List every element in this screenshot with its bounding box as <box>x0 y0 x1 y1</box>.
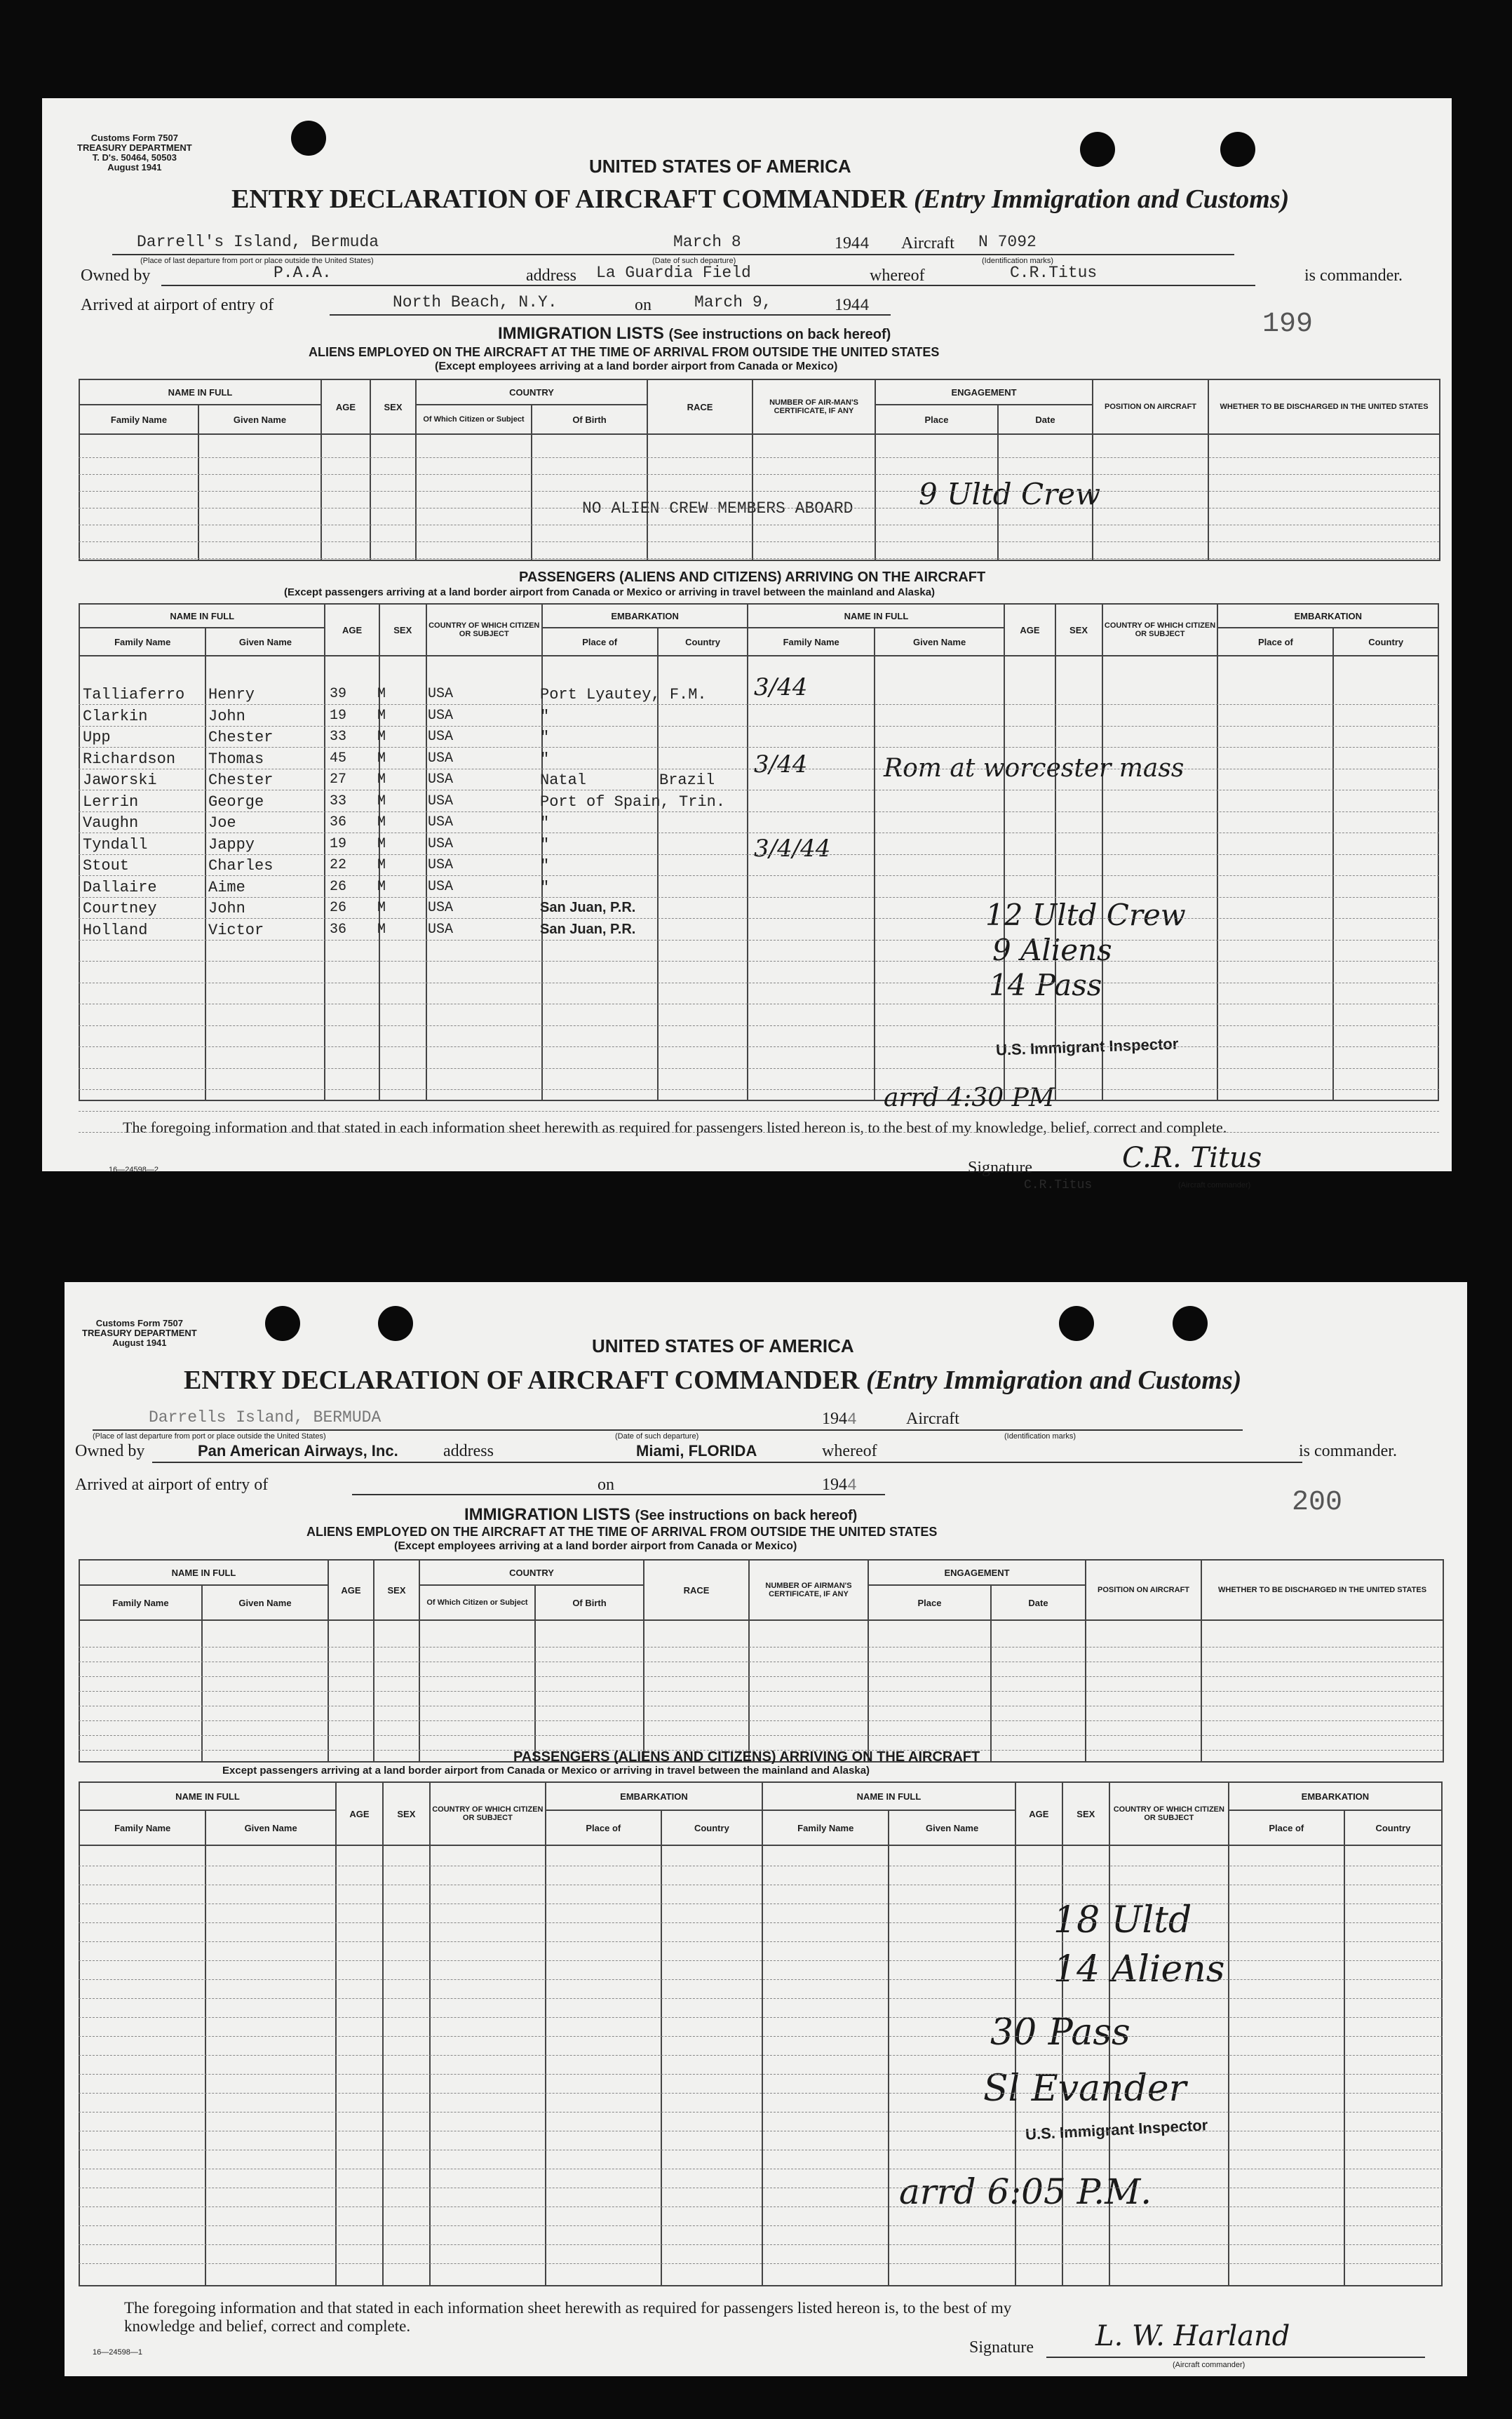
row-rule <box>79 854 1439 855</box>
row-rule <box>79 474 1439 475</box>
passenger-age: 36 <box>330 814 347 830</box>
row-rule <box>79 1089 1439 1090</box>
row-rule <box>79 1941 1443 1942</box>
caption-date: (Date of such departure) <box>615 1432 699 1441</box>
handwritten-arrival-time: arrd 4:30 PM <box>884 1084 1055 1112</box>
col-race: RACE <box>644 1560 749 1620</box>
signature-caption: (Aircraft commander) <box>1178 1181 1251 1190</box>
passenger-given: Aime <box>208 878 245 896</box>
passenger-country: USA <box>428 771 454 788</box>
col-name-full: NAME IN FULL <box>79 379 321 405</box>
col-given: Given Name <box>205 1810 336 1845</box>
row-rule <box>79 1068 1439 1069</box>
handwritten-pass-count: 14 Pass <box>989 968 1102 1002</box>
no-aliens-note: NO ALIEN CREW MEMBERS ABOARD <box>582 499 853 518</box>
row-rule <box>79 1960 1443 1961</box>
col-age: AGE <box>325 604 379 656</box>
row-rule <box>79 1750 1443 1751</box>
col-citizen-country: COUNTRY OF WHICH CITIZEN OR SUBJECT <box>426 604 542 656</box>
passenger-sex: M <box>377 814 386 830</box>
col-sex: SEX <box>383 1782 430 1845</box>
col-embarkation-2: EMBARKATION <box>1217 604 1438 628</box>
punch-hole <box>378 1306 413 1341</box>
whereof-label: whereof <box>870 267 925 285</box>
passenger-place: Port of Spain, Trin. <box>540 793 726 811</box>
row-rule <box>79 918 1439 919</box>
col-country: COUNTRY <box>416 379 647 405</box>
typed-signature: C.R.Titus <box>1024 1178 1093 1192</box>
form-code: 16—24598—2 <box>109 1166 158 1174</box>
col-name-full: NAME IN FULL <box>79 1560 328 1585</box>
col-family: Family Name <box>79 405 198 434</box>
sheet-number: 199 <box>1262 309 1314 340</box>
aircraft-id: N 7092 <box>978 233 1037 251</box>
passenger-country: USA <box>428 750 454 767</box>
col-cert: NUMBER OF AIR-MAN'S CERTIFICATE, IF ANY <box>752 379 875 434</box>
passenger-country: USA <box>428 814 454 830</box>
aliens-heading: ALIENS EMPLOYED ON THE AIRCRAFT AT THE TIME OF ARRIVAL FROM OUTSIDE THE UNITED STATES <box>309 345 940 359</box>
arrived-label: Arrived at airport of entry of <box>75 1476 269 1494</box>
passenger-table <box>79 1781 1443 2286</box>
sheet-number: 200 <box>1292 1487 1343 1518</box>
declaration-sheet-200 <box>65 1282 1467 2376</box>
passenger-place: Port Lyautey, F.M. <box>540 686 707 703</box>
passenger-age: 19 <box>330 707 347 724</box>
owned-label: Owned by <box>75 1442 145 1460</box>
row-rule <box>79 457 1439 458</box>
caption-ident: (Identification marks) <box>982 257 1054 265</box>
col-given-2: Given Name <box>875 628 1005 656</box>
certification-text: The foregoing information and that stated in each information sheet herewith as required for passengers listed hereon is, to the best of my knowledge, belief, correct and complete. <box>123 1119 1227 1136</box>
on-label: on <box>598 1476 614 1494</box>
passenger-sex: M <box>377 793 386 809</box>
arrived-label: Arrived at airport of entry of <box>81 296 274 314</box>
passenger-family: Courtney <box>83 900 157 917</box>
passenger-sex: M <box>377 750 386 767</box>
row-rule <box>79 2055 1443 2056</box>
col-sex-2: SEX <box>1062 1782 1109 1845</box>
handwritten-alien-count: 9 Aliens <box>992 933 1112 967</box>
is-commander-label: is commander. <box>1299 1442 1397 1460</box>
col-sex: SEX <box>374 1560 419 1620</box>
col-family: Family Name <box>79 1585 202 1620</box>
col-given: Given Name <box>202 1585 328 1620</box>
certification-text-2: knowledge and belief, correct and complete. <box>124 2317 411 2335</box>
inspector-signature: Sl Evander <box>983 2068 1187 2110</box>
passenger-place: San Juan, P.R. <box>540 921 636 937</box>
punch-hole <box>265 1306 300 1341</box>
handwritten-remark: Rom at worcester mass <box>884 754 1184 783</box>
arrived-date: March 9, <box>694 293 772 311</box>
passenger-country: USA <box>428 686 454 702</box>
col-place-2: Place of <box>1229 1810 1344 1845</box>
col-given-2: Given Name <box>889 1810 1015 1845</box>
handwritten-date: 3/44 <box>754 673 808 701</box>
passenger-family: Richardson <box>83 750 176 768</box>
col-given: Given Name <box>198 405 321 434</box>
punch-hole <box>1220 132 1255 167</box>
certification-text: The foregoing information and that stated in each information sheet herewith as required for passengers listed hereon is, to the best of my <box>124 2299 1012 2317</box>
passenger-sex: M <box>377 921 386 938</box>
passenger-age: 45 <box>330 750 347 767</box>
handwritten-crew-count: 18 Ultd <box>1053 1899 1192 1941</box>
row-rule <box>79 558 1439 559</box>
passenger-family: Jaworski <box>83 771 157 789</box>
col-citizen: Of Which Citizen or Subject <box>416 405 532 434</box>
handwritten-date: 3/44 <box>754 750 808 779</box>
passenger-sex: M <box>377 707 386 724</box>
col-family-2: Family Name <box>748 628 874 656</box>
passenger-age: 26 <box>330 878 347 895</box>
passenger-age: 19 <box>330 835 347 852</box>
row-rule <box>79 2112 1443 2113</box>
passenger-country: USA <box>428 793 454 809</box>
passenger-sex: M <box>377 857 386 873</box>
row-rule <box>79 875 1439 876</box>
passenger-country_e: Brazil <box>659 771 715 789</box>
caption-place: (Place of last departure from port or place outside the United States) <box>140 257 374 265</box>
row-rule <box>79 1735 1443 1736</box>
col-citizen-country-2: COUNTRY OF WHICH CITIZEN OR SUBJECT <box>1109 1782 1229 1845</box>
passenger-family: Tyndall <box>83 835 148 854</box>
col-place: Place <box>868 1585 991 1620</box>
passenger-sex: M <box>377 771 386 788</box>
crew-handwritten: 9 Ultd Crew <box>919 477 1101 511</box>
row-rule <box>79 2225 1443 2226</box>
inspector-stamp: U.S. Immigrant Inspector <box>995 1035 1179 1059</box>
passenger-given: Charles <box>208 857 274 875</box>
passenger-country: USA <box>428 729 454 745</box>
col-position: POSITION ON AIRCRAFT <box>1093 379 1208 434</box>
row-rule <box>79 2036 1443 2037</box>
passenger-country: USA <box>428 857 454 873</box>
passenger-sex: M <box>377 686 386 702</box>
col-sex: SEX <box>379 604 426 656</box>
col-name-full-2: NAME IN FULL <box>762 1782 1015 1810</box>
whereof-label: whereof <box>822 1442 877 1460</box>
signature-label: Signature <box>968 1159 1032 1177</box>
passenger-place: " <box>540 857 550 875</box>
declaration-sheet-199 <box>42 98 1452 1192</box>
handwritten-crew-count: 12 Ultd Crew <box>985 898 1186 932</box>
passenger-place: " <box>540 729 550 746</box>
col-place-2: Place of <box>1217 628 1333 656</box>
signature-label: Signature <box>969 2338 1034 2357</box>
col-given: Given Name <box>205 628 325 656</box>
departure-date: March 8 <box>673 233 741 251</box>
col-embarkation-2: EMBARKATION <box>1229 1782 1442 1810</box>
handwritten-arrival-time: arrd 6:05 P.M. <box>899 2171 1152 2212</box>
row-rule <box>79 1111 1439 1112</box>
country-heading: UNITED STATES OF AMERICA <box>589 156 851 177</box>
row-rule <box>79 897 1439 898</box>
row-rule <box>79 811 1439 812</box>
passenger-family: Talliaferro <box>83 686 185 703</box>
aliens-note: (Except employees arriving at a land border airport from Canada or Mexico) <box>394 1540 797 1552</box>
passenger-country: USA <box>428 707 454 724</box>
passenger-place: " <box>540 814 550 832</box>
passenger-family: Lerrin <box>83 793 139 811</box>
passenger-family: Holland <box>83 921 148 939</box>
col-family: Family Name <box>79 628 205 656</box>
row-rule <box>79 961 1439 962</box>
col-cert: NUMBER OF AIRMAN'S CERTIFICATE, IF ANY <box>749 1560 868 1620</box>
col-position: POSITION ON AIRCRAFT <box>1086 1560 1201 1620</box>
passenger-age: 39 <box>330 686 347 702</box>
form-code: 16—24598—1 <box>93 2348 142 2357</box>
aliens-heading: ALIENS EMPLOYED ON THE AIRCRAFT AT THE TIME OF ARRIVAL FROM OUTSIDE THE UNITED STATES <box>306 1525 938 1539</box>
passenger-family: Vaughn <box>83 814 139 832</box>
address: Miami, FLORIDA <box>636 1442 757 1460</box>
col-country: Country <box>661 1810 762 1845</box>
col-country-2: Country <box>1333 628 1438 656</box>
row-rule <box>79 2206 1443 2207</box>
passenger-given: John <box>208 900 245 917</box>
punch-hole <box>1059 1306 1094 1341</box>
row-rule <box>79 1922 1443 1923</box>
handwritten-alien-count: 14 Aliens <box>1053 1948 1225 1990</box>
row-rule <box>79 1979 1443 1980</box>
passenger-place: " <box>540 750 550 768</box>
punch-hole <box>1080 132 1115 167</box>
caption-ident: (Identification marks) <box>1004 1432 1076 1441</box>
col-place: Place of <box>542 628 658 656</box>
passenger-given: Chester <box>208 729 274 746</box>
departure-place: Darrells Island, BERMUDA <box>149 1408 382 1427</box>
passenger-family: Dallaire <box>83 878 157 896</box>
row-rule <box>79 1647 1443 1648</box>
passenger-given: Thomas <box>208 750 264 768</box>
col-place: Place <box>875 405 998 434</box>
col-country: COUNTRY <box>419 1560 644 1585</box>
arrived-year: 1944 <box>835 296 870 315</box>
col-citizen-country-2: COUNTRY OF WHICH CITIZEN OR SUBJECT <box>1102 604 1218 656</box>
passengers-note: Except passengers arriving at a land border airport from Canada or Mexico or arriving in travel between the mainland and Alaska) <box>222 1765 870 1777</box>
year-field: 1944 <box>822 1410 857 1429</box>
col-date: Date <box>991 1585 1086 1620</box>
address: La Guardia Field <box>596 264 751 282</box>
commander: C.R.Titus <box>1010 264 1098 282</box>
col-name-full: NAME IN FULL <box>79 1782 336 1810</box>
row-rule <box>79 491 1439 492</box>
row-rule <box>79 541 1439 542</box>
row-rule <box>79 2093 1443 2094</box>
row-rule <box>79 1720 1443 1721</box>
passenger-age: 26 <box>330 900 347 916</box>
departure-place: Darrell's Island, Bermuda <box>137 233 379 251</box>
commander-signature: C.R. Titus <box>1122 1142 1262 1174</box>
row-rule <box>79 2017 1443 2018</box>
passenger-given: Jappy <box>208 835 255 854</box>
passenger-place: " <box>540 707 550 725</box>
passenger-country: USA <box>428 900 454 916</box>
row-rule <box>79 2074 1443 2075</box>
row-rule <box>79 2244 1443 2245</box>
passenger-given: Victor <box>208 921 264 939</box>
passenger-age: 22 <box>330 857 347 873</box>
passenger-country: USA <box>428 878 454 895</box>
passenger-sex: M <box>377 878 386 895</box>
form-title: ENTRY DECLARATION OF AIRCRAFT COMMANDER (Entry Immigration and Customs) <box>184 1366 1242 1395</box>
passenger-age: 27 <box>330 771 347 788</box>
col-name-full-2: NAME IN FULL <box>748 604 1004 628</box>
row-rule <box>79 1676 1443 1677</box>
col-age: AGE <box>336 1782 383 1845</box>
aircraft-label: Aircraft <box>906 1410 959 1428</box>
col-discharge: WHETHER TO BE DISCHARGED IN THE UNITED STATES <box>1201 1560 1443 1620</box>
row-rule <box>79 726 1439 727</box>
punch-hole <box>291 121 326 156</box>
passenger-place: Natal <box>540 771 587 789</box>
col-engagement: ENGAGEMENT <box>868 1560 1086 1585</box>
passenger-country: USA <box>428 921 454 938</box>
aircraft-label: Aircraft <box>901 234 954 252</box>
passengers-heading: PASSENGERS (ALIENS AND CITIZENS) ARRIVING ON THE AIRCRAFT <box>519 570 986 585</box>
passenger-place: " <box>540 835 550 854</box>
col-sex: SEX <box>370 379 416 434</box>
passenger-family: Clarkin <box>83 707 148 725</box>
col-age: AGE <box>328 1560 374 1620</box>
owned-label: Owned by <box>81 267 151 285</box>
row-rule <box>79 747 1439 748</box>
caption-place: (Place of last departure from port or place outside the United States) <box>93 1432 326 1441</box>
col-birth: Of Birth <box>535 1585 644 1620</box>
row-rule <box>79 1903 1443 1904</box>
col-discharge: WHETHER TO BE DISCHARGED IN THE UNITED STATES <box>1208 379 1440 434</box>
owner: P.A.A. <box>274 264 332 282</box>
form-identifier: Customs Form 7507 TREASURY DEPARTMENT T. D's. 50464, 50503 August 1941 <box>77 133 192 173</box>
passenger-sex: M <box>377 900 386 916</box>
handwritten-pass-count: 30 Pass <box>990 2012 1130 2054</box>
col-embarkation: EMBARKATION <box>542 604 748 628</box>
passenger-given: Henry <box>208 686 255 703</box>
passenger-given: Joe <box>208 814 236 832</box>
on-label: on <box>635 296 652 314</box>
passenger-country: USA <box>428 835 454 852</box>
row-rule <box>79 1691 1443 1692</box>
immigration-heading: IMMIGRATION LISTS (See instructions on back hereof) <box>464 1505 858 1524</box>
passenger-sex: M <box>377 729 386 745</box>
year-field: 1944 <box>835 234 870 253</box>
signature-caption: (Aircraft commander) <box>1173 2361 1246 2369</box>
row-rule <box>79 2263 1443 2264</box>
passenger-family: Upp <box>83 729 111 746</box>
col-embarkation: EMBARKATION <box>546 1782 762 1810</box>
row-rule <box>79 1025 1439 1026</box>
col-age-2: AGE <box>1004 604 1055 656</box>
immigration-heading: IMMIGRATION LISTS (See instructions on back hereof) <box>498 324 891 343</box>
col-family-2: Family Name <box>762 1810 889 1845</box>
col-sex-2: SEX <box>1055 604 1102 656</box>
passenger-age: 33 <box>330 793 347 809</box>
passenger-given: John <box>208 707 245 725</box>
crew-table <box>79 379 1440 561</box>
passenger-age: 33 <box>330 729 347 745</box>
is-commander-label: is commander. <box>1304 267 1403 285</box>
form-identifier: Customs Form 7507 TREASURY DEPARTMENT August 1941 <box>82 1318 197 1348</box>
passenger-place: San Juan, P.R. <box>540 900 636 915</box>
passenger-given: George <box>208 793 264 811</box>
form-title: ENTRY DECLARATION OF AIRCRAFT COMMANDER (Entry Immigration and Customs) <box>231 184 1290 214</box>
col-age: AGE <box>321 379 370 434</box>
passenger-family: Stout <box>83 857 130 875</box>
passenger-place: " <box>540 878 550 896</box>
commander-signature: L. W. Harland <box>1095 2320 1290 2352</box>
col-country: Country <box>658 628 748 656</box>
row-rule <box>79 704 1439 705</box>
passengers-note: (Except passengers arriving at a land border airport from Canada or Mexico or arriving in travel between the mainland and Alaska) <box>284 586 936 598</box>
row-rule <box>79 1998 1443 1999</box>
owner: Pan American Airways, Inc. <box>198 1442 398 1460</box>
passenger-age: 36 <box>330 921 347 938</box>
col-race: RACE <box>647 379 752 434</box>
caption-date: (Date of such departure) <box>652 257 736 265</box>
address-label: address <box>526 267 576 285</box>
row-rule <box>79 1132 1439 1133</box>
punch-hole <box>1173 1306 1208 1341</box>
aliens-note: (Except employees arriving at a land border airport from Canada or Mexico) <box>435 361 838 372</box>
col-place: Place of <box>546 1810 661 1845</box>
row-rule <box>79 1046 1439 1047</box>
col-country-2: Country <box>1344 1810 1442 1845</box>
address-label: address <box>443 1442 494 1460</box>
col-engagement: ENGAGEMENT <box>875 379 1093 405</box>
col-citizen: Of Which Citizen or Subject <box>419 1585 535 1620</box>
col-citizen-country: COUNTRY OF WHICH CITIZEN OR SUBJECT <box>430 1782 546 1845</box>
col-date: Date <box>998 405 1093 434</box>
col-name-full: NAME IN FULL <box>79 604 325 628</box>
passenger-given: Chester <box>208 771 274 789</box>
handwritten-date: 3/4/44 <box>754 835 831 863</box>
inspector-stamp: U.S. Immigrant Inspector <box>1025 2116 1208 2143</box>
col-age-2: AGE <box>1015 1782 1062 1845</box>
arrived-place: North Beach, N.Y. <box>393 293 558 311</box>
passenger-sex: M <box>377 835 386 852</box>
col-family: Family Name <box>79 1810 205 1845</box>
passengers-heading: PASSENGERS (ALIENS AND CITIZENS) ARRIVING ON THE AIRCRAFT <box>513 1749 980 1765</box>
country-heading: UNITED STATES OF AMERICA <box>592 1335 854 1356</box>
arrived-year: 1944 <box>822 1476 857 1495</box>
col-birth: Of Birth <box>532 405 647 434</box>
crew-table <box>79 1559 1444 1763</box>
row-rule <box>79 940 1439 941</box>
